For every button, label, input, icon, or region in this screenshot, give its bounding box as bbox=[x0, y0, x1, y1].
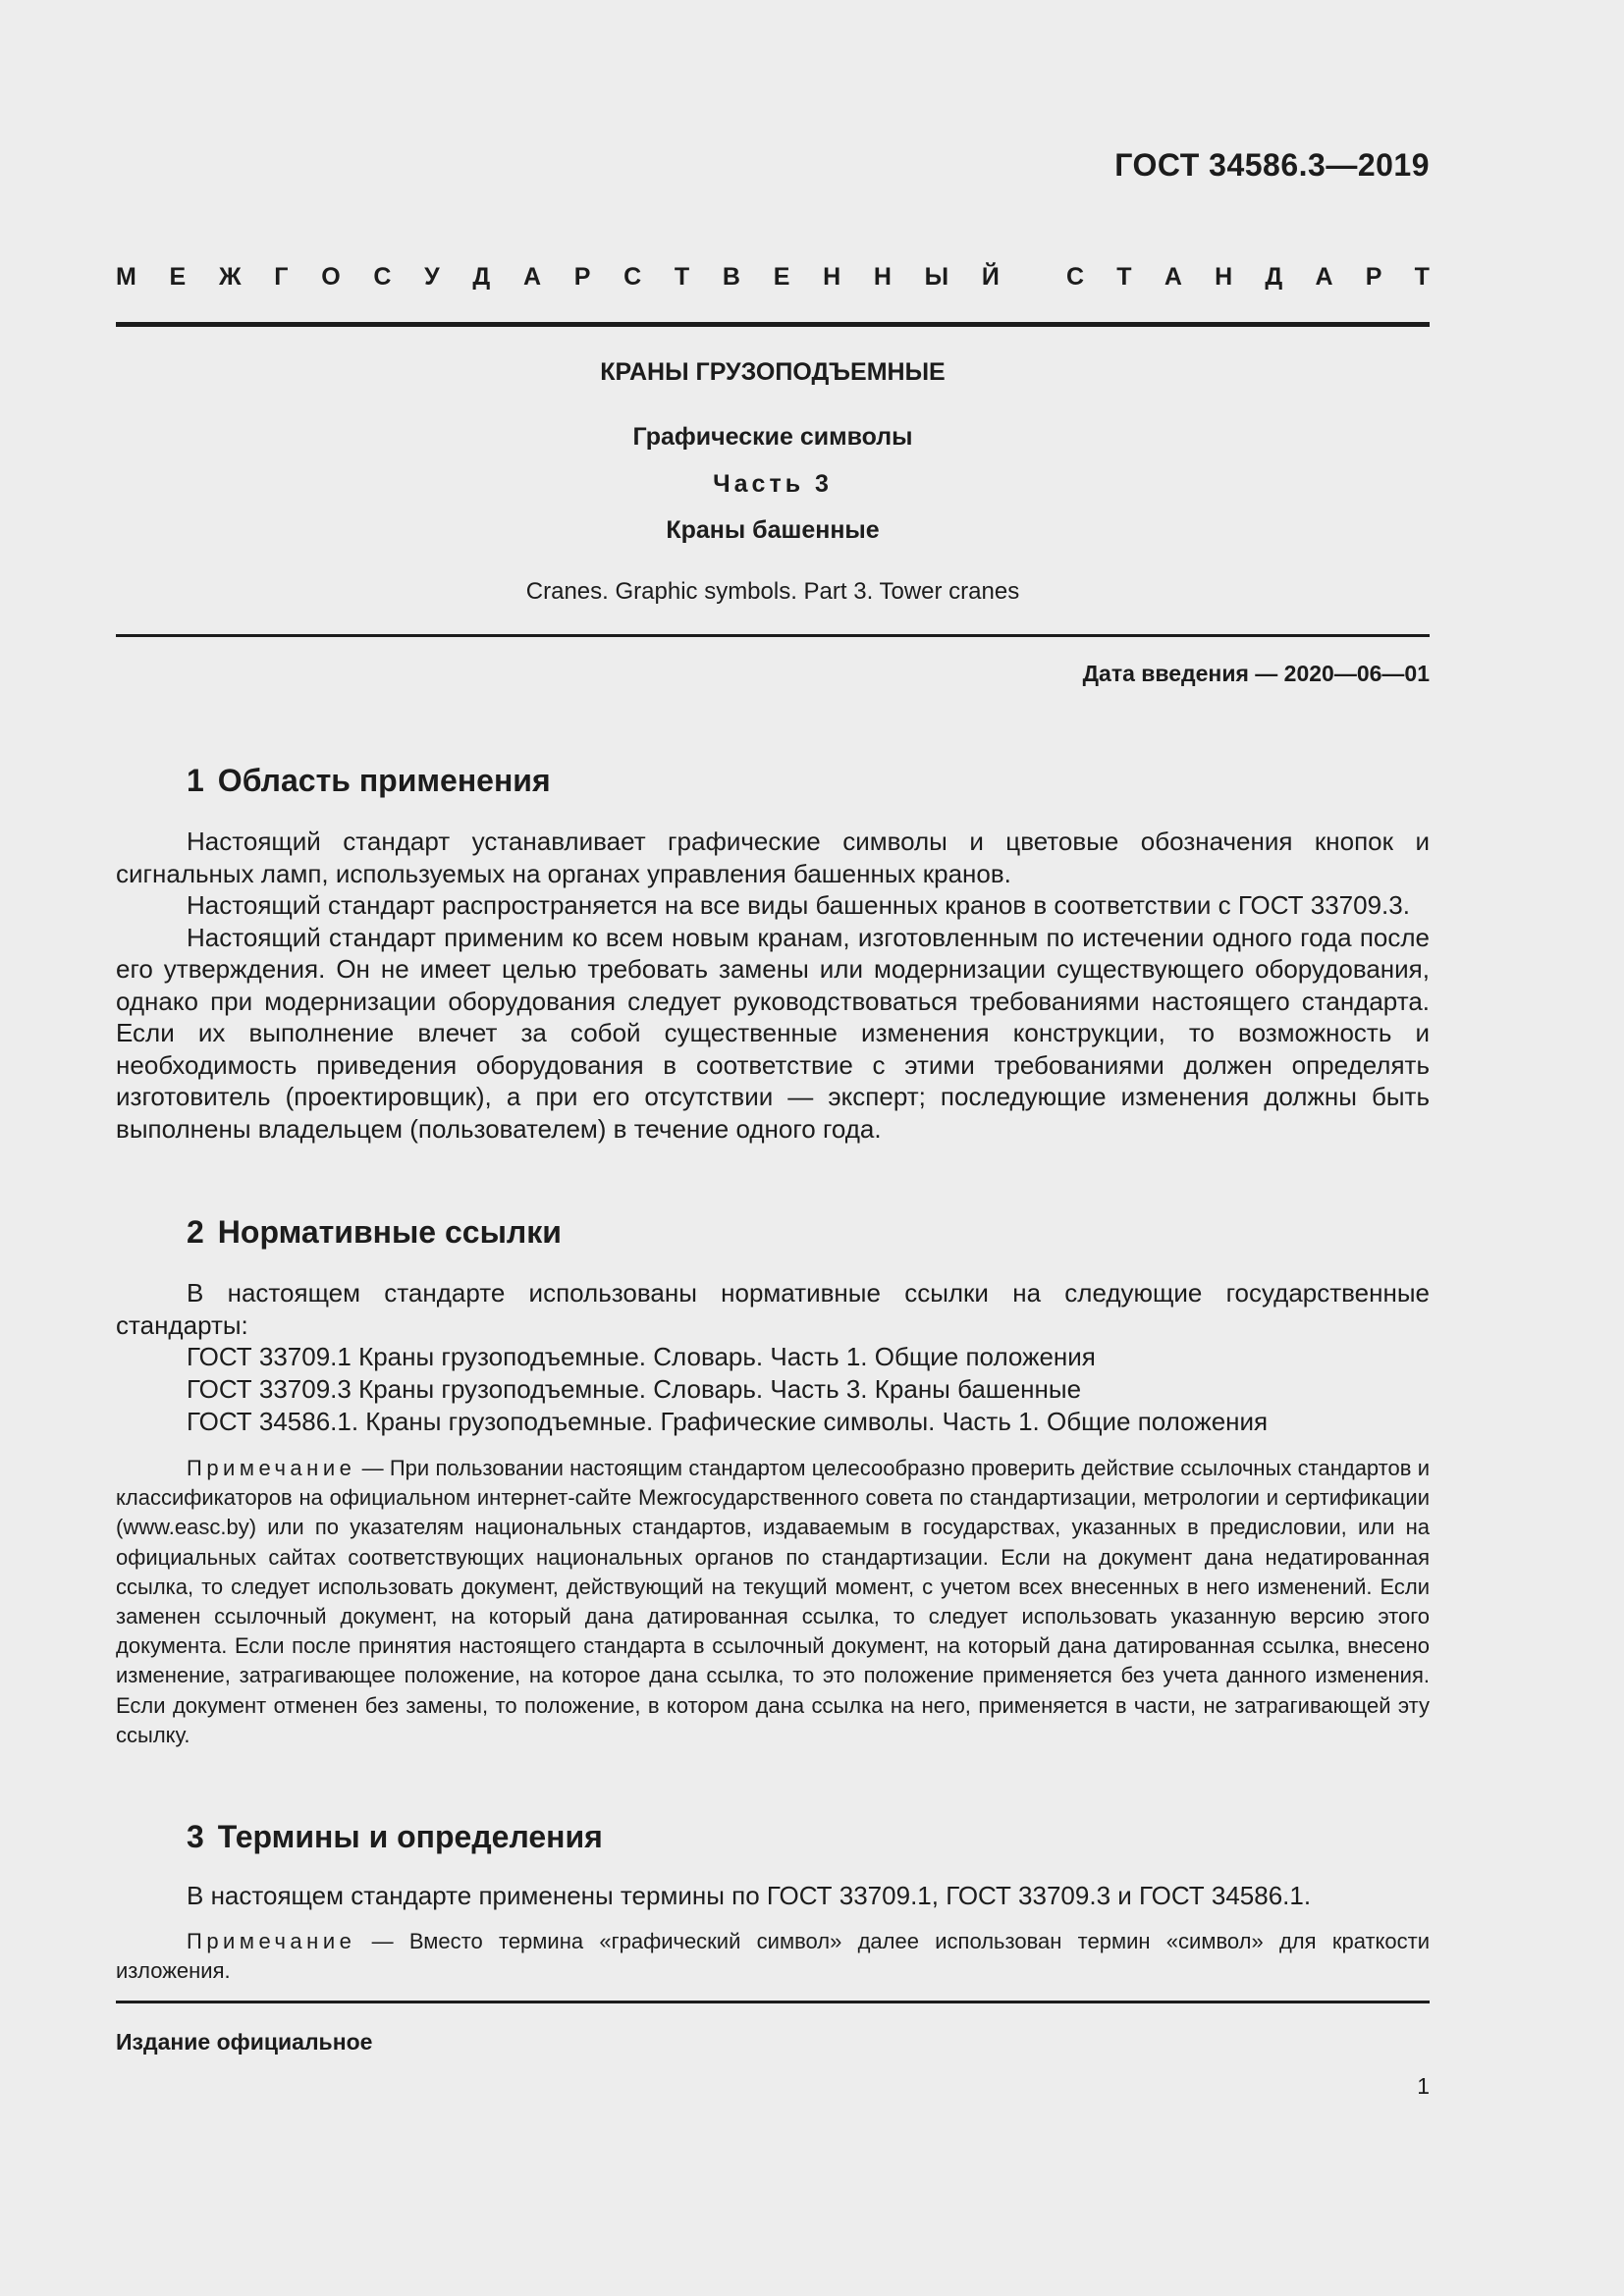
heading-letter: У bbox=[424, 263, 440, 291]
document-part: Часть 3 bbox=[713, 470, 833, 498]
heading-letter: В bbox=[722, 263, 740, 291]
normative-references-list bbox=[187, 1341, 1268, 1438]
heading-letter: А bbox=[1164, 263, 1182, 291]
standard-kind-word-2 bbox=[1066, 263, 1430, 292]
section-1-paragraph: Настоящий стандарт распространяется на все виды башенных кранов в соответствии с ГОСТ 33709.3. bbox=[187, 890, 1410, 920]
section-3-heading bbox=[187, 1819, 603, 1855]
section-3-title: Термины и определения bbox=[217, 1819, 603, 1854]
document-number: ГОСТ 34586.3—2019 bbox=[1114, 147, 1430, 183]
heading-letter: М bbox=[116, 263, 136, 291]
section-1-heading bbox=[187, 763, 551, 799]
heading-letter: Р bbox=[1365, 263, 1382, 291]
reference-item: ГОСТ 34586.1. Краны грузоподъемные. Графические символы. Часть 1. Общие положения bbox=[187, 1407, 1269, 1436]
heading-letter: С bbox=[1066, 263, 1085, 291]
heading-letter: Н bbox=[1215, 263, 1233, 291]
section-2-heading bbox=[187, 1214, 562, 1251]
heading-letter: Р bbox=[573, 263, 591, 291]
heading-letter: С bbox=[373, 263, 392, 291]
document-part-title: Краны башенные bbox=[666, 516, 880, 544]
heading-letter: Ы bbox=[924, 263, 949, 291]
heading-letter: Т bbox=[1116, 263, 1132, 291]
heading-letter: Ж bbox=[218, 263, 242, 291]
heading-letter: Т bbox=[1414, 263, 1430, 291]
section-1-paragraph: Настоящий стандарт устанавливает графические символы и цветовые обозначения кнопок и сигнальных ламп, используемых на органах управления башенных кранов. bbox=[116, 827, 1430, 888]
introduction-date: Дата введения — 2020—06—01 bbox=[1082, 661, 1430, 686]
heading-letter: Н bbox=[823, 263, 841, 291]
reference-item: ГОСТ 33709.3 Краны грузоподъемные. Словарь. Часть 3. Краны башенные bbox=[187, 1374, 1082, 1404]
note-text: — Вместо термина «графический символ» далее использован термин «символ» для краткости изложения. bbox=[116, 1929, 1430, 1984]
heading-letter: Е bbox=[169, 263, 187, 291]
section-3-note bbox=[116, 1927, 1430, 1986]
document-title-english: Cranes. Graphic symbols. Part 3. Tower cranes bbox=[525, 578, 1020, 605]
section-3-number: 3 bbox=[187, 1819, 204, 1854]
section-1-number: 1 bbox=[187, 763, 204, 798]
heading-letter: Т bbox=[674, 263, 690, 291]
section-2-intro bbox=[116, 1277, 1430, 1341]
heading-letter: Д bbox=[472, 263, 491, 291]
heading-letter: О bbox=[321, 263, 341, 291]
page-number: 1 bbox=[1417, 2073, 1430, 2099]
section-1-paragraph: Настоящий стандарт применим ко всем новым кранам, изготовленным по истечении одного года после его утверждения. Он не имеет целью требовать замены или модернизации существующего оборудования, однако при модернизации оборудования следует руководствоваться требованиями настоящего стандарта. Если их выполнение влечет за собой существенные изменения конструкции, то возможность и необходимость приведения оборудования в соответствие с этими требованиями должен определять изготовитель (проектировщик), а при его отсутствии — эксперт; последующие изменения должны быть выполнены владельцем (пользователем) в течение одного года. bbox=[116, 922, 1430, 1144]
footer-rule bbox=[116, 2001, 1430, 2003]
reference-item: ГОСТ 33709.1 Краны грузоподъемные. Словарь. Часть 1. Общие положения bbox=[187, 1342, 1096, 1371]
heading-letter: С bbox=[623, 263, 642, 291]
heading-letter: Е bbox=[773, 263, 790, 291]
section-2-intro-text: В настоящем стандарте использованы нормативные ссылки на следующие государственные стандарты: bbox=[116, 1278, 1430, 1340]
section-2-title: Нормативные ссылки bbox=[217, 1214, 562, 1250]
document-title: КРАНЫ ГРУЗОПОДЪЕМНЫЕ bbox=[600, 358, 946, 386]
top-rule bbox=[116, 322, 1430, 327]
section-1-body bbox=[116, 826, 1430, 1145]
heading-letter: А bbox=[522, 263, 542, 291]
heading-letter: Г bbox=[274, 263, 289, 291]
heading-letter: Н bbox=[873, 263, 892, 291]
standard-kind-word-1 bbox=[116, 263, 1000, 292]
note-text: — При пользовании настоящим стандартом целесообразно проверить действие ссылочных стандартов и классификаторов на официальном интернет-сайте Межгосударственного совета по стандартизации, метрологии и сертификации (www.easc.by) или по указателям национальных стандартов, издаваемым в государствах, указанных в предисловии, или на официальных сайтах соответствующих национальных органов по стандартизации. Если на документ дана недатированная ссылка, то следует использовать документ, действующий на текущий момент, с учетом всех внесенных в него изменений. Если заменен ссылочный документ, на который дана датированная ссылка, то следует использовать указанную версию этого документа. Если после принятия настоящего стандарта в ссылочный документ, на который дана датированная ссылка, внесено изменение, затрагивающее положение, на которое дана ссылка, то это положение применяется без учета данного изменения. Если документ отменен без замены, то положение, в котором дана ссылка на него, применяется в части, не затрагивающей эту ссылку. bbox=[116, 1456, 1430, 1747]
section-2-number: 2 bbox=[187, 1214, 204, 1250]
section-1-title: Область применения bbox=[217, 763, 551, 798]
section-3-text: В настоящем стандарте применены термины по ГОСТ 33709.1, ГОСТ 33709.3 и ГОСТ 34586.1. bbox=[187, 1881, 1312, 1910]
heading-letter: А bbox=[1315, 263, 1333, 291]
official-edition-label: Издание официальное bbox=[116, 2029, 373, 2055]
document-subtitle: Графические символы bbox=[632, 423, 913, 451]
note-label: Примечание bbox=[187, 1456, 356, 1480]
standard-kind-heading bbox=[116, 263, 1430, 292]
section-2-note bbox=[116, 1454, 1430, 1750]
section-3-body bbox=[116, 1880, 1430, 1912]
heading-letter: Д bbox=[1265, 263, 1283, 291]
heading-letter: Й bbox=[981, 263, 1000, 291]
note-label: Примечание bbox=[187, 1929, 356, 1953]
title-rule bbox=[116, 634, 1430, 637]
